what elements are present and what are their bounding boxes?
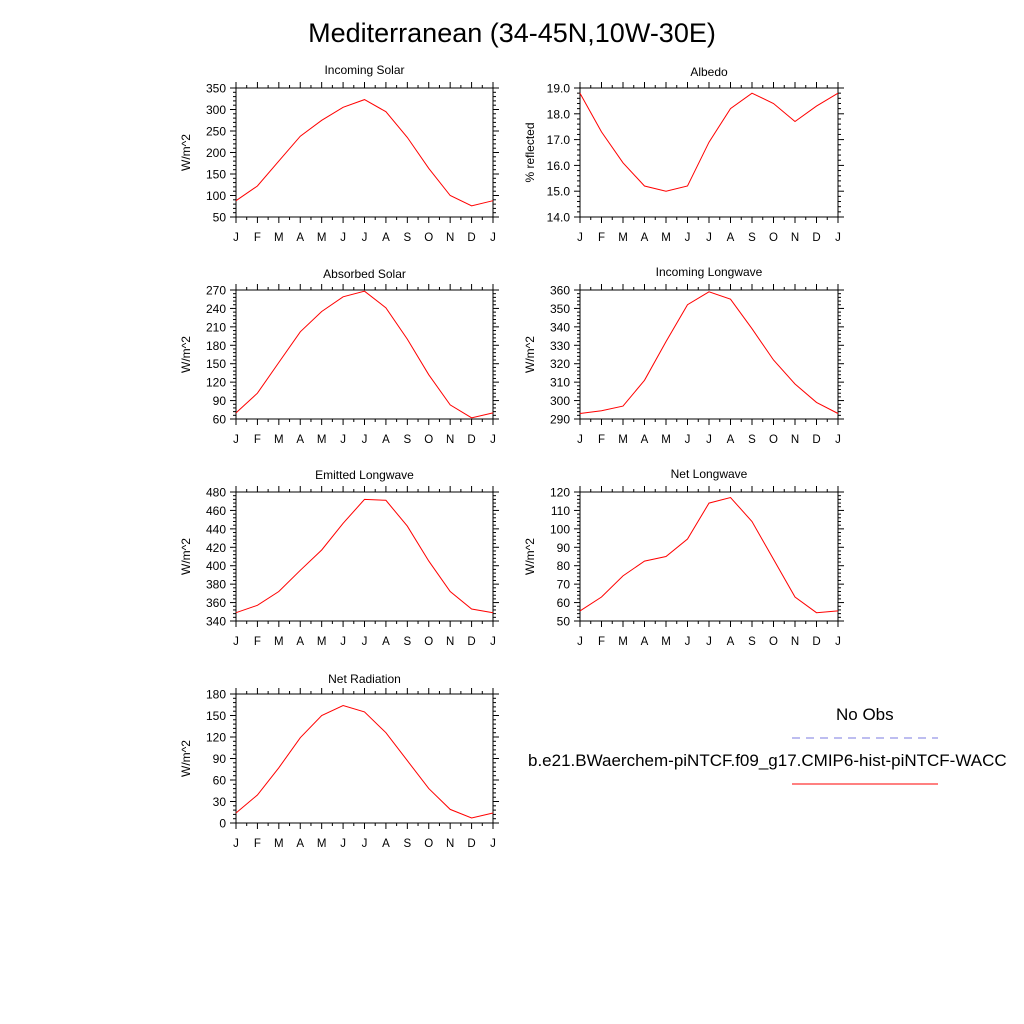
y-tick-label: 0 xyxy=(219,816,226,831)
chart-panel-1 xyxy=(179,63,499,244)
x-tick-label: J xyxy=(490,838,496,850)
legend-model-label: b.e21.BWaerchem-piNTCF.f09_g17.CMIP6-hist-piNTCF-WACC xyxy=(528,751,1007,770)
x-tick-label: A xyxy=(382,838,390,850)
x-tick-label: J xyxy=(233,636,239,648)
series-line xyxy=(236,100,493,206)
x-tick-label: D xyxy=(812,434,821,446)
y-tick-label: 150 xyxy=(205,709,226,723)
y-tick-label: 250 xyxy=(205,124,226,139)
x-tick-label: J xyxy=(361,434,368,446)
y-tick-label: 90 xyxy=(212,752,226,766)
chart-panel-7 xyxy=(179,672,499,850)
x-tick-label: N xyxy=(790,232,800,244)
x-tick-label: N xyxy=(790,636,800,648)
x-tick-label: A xyxy=(726,232,735,244)
plot-frame xyxy=(236,290,493,419)
y-tick-label: 150 xyxy=(205,167,226,182)
chart-title: Net Longwave xyxy=(670,467,748,481)
x-tick-label: D xyxy=(812,232,821,244)
x-tick-label: J xyxy=(706,232,712,244)
y-tick-label: 80 xyxy=(556,559,570,574)
x-tick-label: A xyxy=(726,636,735,648)
x-tick-label: M xyxy=(618,434,628,446)
y-tick-label: 150 xyxy=(205,357,226,372)
chart-panel-5 xyxy=(179,468,499,648)
x-tick-label: J xyxy=(706,636,712,648)
y-tick-label: 360 xyxy=(205,596,226,611)
x-tick-label: F xyxy=(253,434,261,446)
x-tick-label: S xyxy=(403,232,412,244)
x-tick-label: N xyxy=(446,636,455,648)
y-tick-label: 380 xyxy=(205,577,226,592)
x-tick-label: S xyxy=(748,434,756,446)
y-axis-label: W/m^2 xyxy=(179,538,193,575)
x-tick-label: D xyxy=(467,636,476,648)
y-tick-label: 340 xyxy=(205,614,226,629)
y-tick-label: 440 xyxy=(205,522,226,537)
y-tick-label: 460 xyxy=(205,503,226,518)
plot-frame xyxy=(580,492,838,621)
x-tick-label: J xyxy=(577,636,583,648)
x-tick-label: F xyxy=(597,434,606,446)
x-tick-label: O xyxy=(424,434,434,446)
y-tick-label: 210 xyxy=(205,320,226,335)
x-tick-label: J xyxy=(361,838,368,850)
y-tick-label: 19.0 xyxy=(546,81,570,96)
y-tick-label: 340 xyxy=(549,320,570,335)
y-tick-label: 60 xyxy=(212,773,226,788)
x-tick-label: J xyxy=(577,232,583,244)
x-tick-label: O xyxy=(769,434,778,446)
x-tick-label: O xyxy=(424,838,434,850)
chart-panel-4 xyxy=(523,265,844,446)
y-tick-label: 180 xyxy=(205,338,226,353)
x-tick-label: J xyxy=(835,434,841,446)
plot-frame xyxy=(236,492,493,621)
y-tick-label: 270 xyxy=(205,283,226,298)
x-tick-label: O xyxy=(769,636,778,648)
x-tick-label: N xyxy=(790,434,800,446)
y-tick-label: 330 xyxy=(549,338,570,353)
series-line xyxy=(580,292,838,414)
x-tick-label: J xyxy=(577,434,583,446)
x-tick-label: J xyxy=(233,838,239,850)
x-tick-label: S xyxy=(748,636,756,648)
series-line xyxy=(580,498,838,613)
y-tick-label: 360 xyxy=(549,283,570,298)
x-tick-label: A xyxy=(296,232,305,244)
y-tick-label: 17.0 xyxy=(546,133,570,148)
y-tick-label: 350 xyxy=(549,301,570,316)
y-axis-label: W/m^2 xyxy=(179,134,193,171)
y-tick-label: 400 xyxy=(205,559,226,574)
x-tick-label: M xyxy=(274,838,284,850)
y-tick-label: 60 xyxy=(212,412,226,427)
x-tick-label: J xyxy=(490,636,496,648)
x-tick-label: J xyxy=(684,636,691,648)
x-tick-label: J xyxy=(684,232,691,244)
series-line xyxy=(236,499,493,612)
y-tick-label: 100 xyxy=(205,189,226,203)
x-tick-label: S xyxy=(403,838,412,850)
y-tick-label: 16.0 xyxy=(546,158,570,173)
x-tick-label: M xyxy=(316,636,327,648)
y-tick-label: 90 xyxy=(556,540,570,555)
y-tick-label: 120 xyxy=(205,375,226,390)
y-axis-label: W/m^2 xyxy=(179,336,193,373)
x-tick-label: A xyxy=(640,232,649,244)
x-tick-label: M xyxy=(316,434,327,446)
y-tick-label: 300 xyxy=(205,103,226,117)
x-tick-label: D xyxy=(812,636,821,648)
y-tick-label: 14.0 xyxy=(546,210,570,225)
x-tick-label: S xyxy=(403,636,412,648)
plot-frame xyxy=(580,290,838,419)
x-tick-label: M xyxy=(618,636,628,648)
x-tick-label: A xyxy=(382,636,390,648)
y-tick-label: 50 xyxy=(212,210,226,225)
chart-panel-2 xyxy=(523,65,844,244)
x-tick-label: J xyxy=(233,434,239,446)
y-tick-label: 90 xyxy=(212,394,226,409)
y-tick-label: 15.0 xyxy=(546,184,570,199)
chart-title: Net Radiation xyxy=(328,672,401,686)
x-tick-label: D xyxy=(467,838,476,850)
y-tick-label: 110 xyxy=(550,503,570,518)
y-tick-label: 120 xyxy=(205,730,226,745)
y-tick-label: 50 xyxy=(556,614,570,629)
x-tick-label: M xyxy=(274,636,284,648)
y-axis-label: W/m^2 xyxy=(523,336,537,373)
series-line xyxy=(236,706,493,819)
x-tick-label: N xyxy=(446,838,455,850)
chart-panel-6 xyxy=(523,467,844,648)
x-tick-label: J xyxy=(340,838,346,850)
chart-title: Albedo xyxy=(690,65,728,79)
x-tick-label: A xyxy=(296,838,305,850)
figure-title: Mediterranean (34-45N,10W-30E) xyxy=(308,18,716,48)
x-tick-label: F xyxy=(597,232,606,244)
y-tick-label: 300 xyxy=(549,394,570,409)
x-tick-label: A xyxy=(640,434,649,446)
y-axis-label: W/m^2 xyxy=(179,740,193,777)
plot-frame xyxy=(236,694,493,823)
x-tick-label: M xyxy=(661,636,671,648)
y-tick-label: 420 xyxy=(205,540,226,555)
y-tick-label: 180 xyxy=(205,687,226,702)
x-tick-label: J xyxy=(361,636,368,648)
x-tick-label: A xyxy=(296,434,305,446)
x-tick-label: A xyxy=(382,232,390,244)
x-tick-label: S xyxy=(403,434,412,446)
y-tick-label: 480 xyxy=(205,485,226,500)
y-tick-label: 18.0 xyxy=(546,107,570,122)
y-tick-label: 320 xyxy=(549,357,570,372)
x-tick-label: A xyxy=(382,434,390,446)
x-tick-label: O xyxy=(424,232,434,244)
x-tick-label: J xyxy=(361,232,368,244)
x-tick-label: J xyxy=(684,434,691,446)
x-tick-label: M xyxy=(661,434,671,446)
x-tick-label: F xyxy=(253,232,261,244)
y-tick-label: 200 xyxy=(205,146,226,160)
x-tick-label: N xyxy=(446,434,455,446)
x-tick-label: N xyxy=(446,232,455,244)
chart-panel-3 xyxy=(179,267,499,446)
y-tick-label: 70 xyxy=(556,577,570,592)
x-tick-label: A xyxy=(296,636,305,648)
x-tick-label: M xyxy=(661,232,671,244)
x-tick-label: A xyxy=(640,636,649,648)
x-tick-label: M xyxy=(618,232,628,244)
x-tick-label: J xyxy=(340,636,346,648)
x-tick-label: O xyxy=(769,232,778,244)
y-axis-label: % reflected xyxy=(523,122,537,183)
series-line xyxy=(580,93,838,191)
x-tick-label: J xyxy=(340,434,346,446)
x-tick-label: S xyxy=(748,232,756,244)
x-tick-label: F xyxy=(253,838,261,850)
chart-title: Incoming Solar xyxy=(324,63,405,77)
x-tick-label: F xyxy=(597,636,606,648)
y-axis-label: W/m^2 xyxy=(523,538,537,575)
chart-title: Incoming Longwave xyxy=(655,265,763,279)
y-tick-label: 290 xyxy=(549,412,570,427)
x-tick-label: J xyxy=(835,636,841,648)
x-tick-label: D xyxy=(467,434,476,446)
y-tick-label: 100 xyxy=(549,522,570,537)
x-tick-label: J xyxy=(706,434,712,446)
x-tick-label: D xyxy=(467,232,476,244)
y-tick-label: 350 xyxy=(205,81,226,96)
x-tick-label: M xyxy=(274,434,284,446)
x-tick-label: J xyxy=(340,232,346,244)
chart-title: Absorbed Solar xyxy=(323,267,406,281)
series-line xyxy=(236,291,493,418)
x-tick-label: J xyxy=(233,232,239,244)
plot-frame xyxy=(580,88,838,217)
legend-obs-label: No Obs xyxy=(836,705,894,724)
x-tick-label: M xyxy=(316,838,327,850)
x-tick-label: A xyxy=(726,434,735,446)
y-tick-label: 310 xyxy=(549,375,570,390)
x-tick-label: M xyxy=(274,232,284,244)
y-tick-label: 240 xyxy=(205,301,226,316)
y-tick-label: 60 xyxy=(556,596,570,611)
y-tick-label: 120 xyxy=(549,485,570,500)
x-tick-label: J xyxy=(835,232,841,244)
x-tick-label: F xyxy=(253,636,261,648)
x-tick-label: J xyxy=(490,232,496,244)
x-tick-label: J xyxy=(490,434,496,446)
x-tick-label: M xyxy=(316,232,327,244)
x-tick-label: O xyxy=(424,636,434,648)
y-tick-label: 30 xyxy=(212,795,226,809)
chart-title: Emitted Longwave xyxy=(315,468,414,482)
